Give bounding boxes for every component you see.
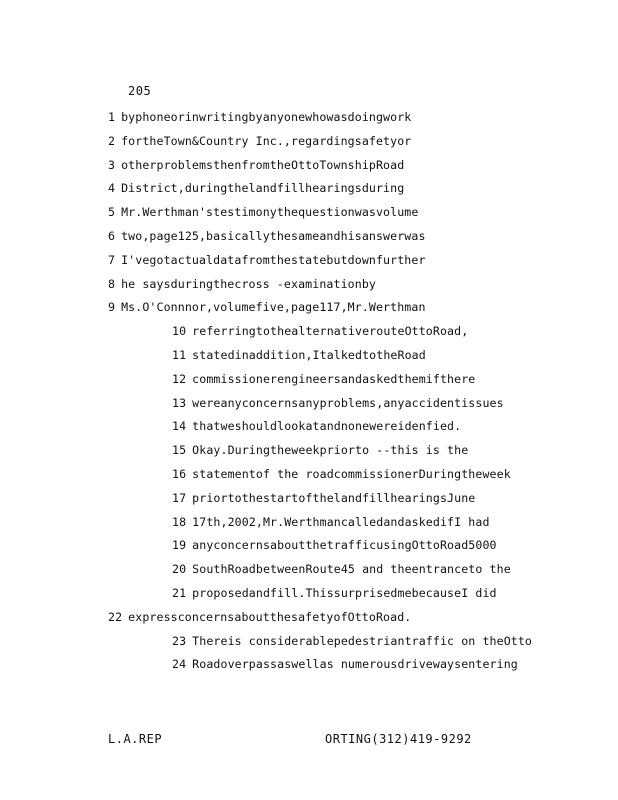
line-number: 22 bbox=[108, 609, 123, 624]
transcript-line bbox=[0, 415, 618, 439]
line-text: statedinaddition,ItalkedtotheRoad bbox=[192, 347, 426, 362]
transcript-line bbox=[0, 296, 618, 320]
line-text: statementof the roadcommissionerDuringtheweek bbox=[192, 466, 511, 481]
transcript-line bbox=[0, 487, 618, 511]
footer-phone: ORTING(312)419-9292 bbox=[325, 732, 472, 746]
line-text: I'vegotactualdatafromthestatebutdownfurther bbox=[121, 252, 426, 267]
line-number: 4 bbox=[108, 181, 116, 196]
line-number: 14 bbox=[172, 419, 187, 434]
line-number: 17 bbox=[172, 490, 187, 505]
line-text: Roadoverpassaswellas numerousdrivewaysentering bbox=[192, 657, 518, 672]
line-text: proposedandfill.ThissurprisedmebecauseI did bbox=[192, 585, 497, 600]
line-number: 16 bbox=[172, 466, 187, 481]
line-text: two,page125,basicallythesameandhisanswerwas bbox=[121, 228, 426, 243]
line-number: 19 bbox=[172, 538, 187, 553]
line-number: 18 bbox=[172, 514, 187, 529]
line-number: 9 bbox=[108, 300, 116, 315]
transcript-line bbox=[0, 154, 618, 178]
transcript-line bbox=[0, 344, 618, 368]
line-number: 13 bbox=[172, 395, 187, 410]
line-text: Ms.O'Connnor,volumefive,page117,Mr.Werthman bbox=[121, 300, 426, 315]
line-number: 1 bbox=[108, 110, 116, 124]
line-text: District,duringthelandfillhearingsduring bbox=[121, 181, 405, 196]
transcript-lines bbox=[0, 106, 618, 677]
footer-reporter-name: L.A.REP bbox=[108, 732, 163, 746]
line-text: commissionerengineersandaskedthemifthere bbox=[192, 371, 476, 386]
transcript-line bbox=[0, 630, 618, 654]
line-number: 12 bbox=[172, 371, 187, 386]
transcript-line bbox=[0, 249, 618, 273]
line-text: he saysduringthecross -examinationby bbox=[121, 276, 376, 291]
line-number: 7 bbox=[108, 252, 116, 267]
transcript-line bbox=[0, 606, 618, 630]
line-text: fortheTown&Country Inc.,regardingsafetyor bbox=[121, 133, 412, 148]
line-text: thatweshouldlookatandnonewereidenfied. bbox=[192, 419, 462, 434]
transcript-line bbox=[0, 368, 618, 392]
line-text: Thereis considerablepedestriantraffic on theOtto bbox=[192, 633, 533, 648]
line-text: Okay.Duringtheweekpriorto --this is the bbox=[192, 443, 469, 458]
line-number: 8 bbox=[108, 276, 116, 291]
transcript-line bbox=[0, 534, 618, 558]
line-number: 3 bbox=[108, 157, 116, 172]
transcript-line bbox=[0, 653, 618, 677]
line-text: SouthRoadbetweenRoute45 and theentranceto the bbox=[192, 562, 511, 577]
transcript-line bbox=[0, 439, 618, 463]
line-number: 15 bbox=[172, 443, 187, 458]
line-text: wereanyconcernsanyproblems,anyaccidentissues bbox=[192, 395, 504, 410]
line-text: byphoneorinwritingbyanyonewhowasdoingwork bbox=[121, 110, 412, 124]
line-number: 21 bbox=[172, 585, 187, 600]
line-number: 24 bbox=[172, 657, 187, 672]
line-text: anyconcernsaboutthetrafficusingOttoRoad5000 bbox=[192, 538, 497, 553]
transcript-line bbox=[0, 225, 618, 249]
line-number: 5 bbox=[108, 205, 116, 220]
line-text: 17th,2002,Mr.WerthmancalledandaskedifI had bbox=[192, 514, 490, 529]
line-text: priortothestartofthelandfillhearingsJune bbox=[192, 490, 476, 505]
line-number: 10 bbox=[172, 324, 187, 339]
line-number: 11 bbox=[172, 347, 187, 362]
transcript-line bbox=[0, 558, 618, 582]
line-text: Mr.Werthman'stestimonythequestionwasvolume bbox=[121, 205, 419, 220]
transcript-line bbox=[0, 273, 618, 297]
line-number: 6 bbox=[108, 228, 116, 243]
transcript-line bbox=[0, 320, 618, 344]
transcript-line bbox=[0, 106, 618, 130]
transcript-line bbox=[0, 201, 618, 225]
transcript-line bbox=[0, 463, 618, 487]
line-number: 2 bbox=[108, 133, 116, 148]
transcript-line bbox=[0, 392, 618, 416]
page-number: 205 bbox=[128, 84, 152, 98]
line-text: otherproblemsthenfromtheOttoTownshipRoad bbox=[121, 157, 405, 172]
line-text: expressconcernsaboutthesafetyofOttoRoad. bbox=[128, 609, 412, 624]
transcript-line bbox=[0, 511, 618, 535]
line-number: 20 bbox=[172, 562, 187, 577]
line-number: 23 bbox=[172, 633, 187, 648]
transcript-line bbox=[0, 582, 618, 606]
transcript-line bbox=[0, 130, 618, 154]
transcript-line bbox=[0, 177, 618, 201]
line-text: referringtothealternativerouteOttoRoad, bbox=[192, 324, 469, 339]
